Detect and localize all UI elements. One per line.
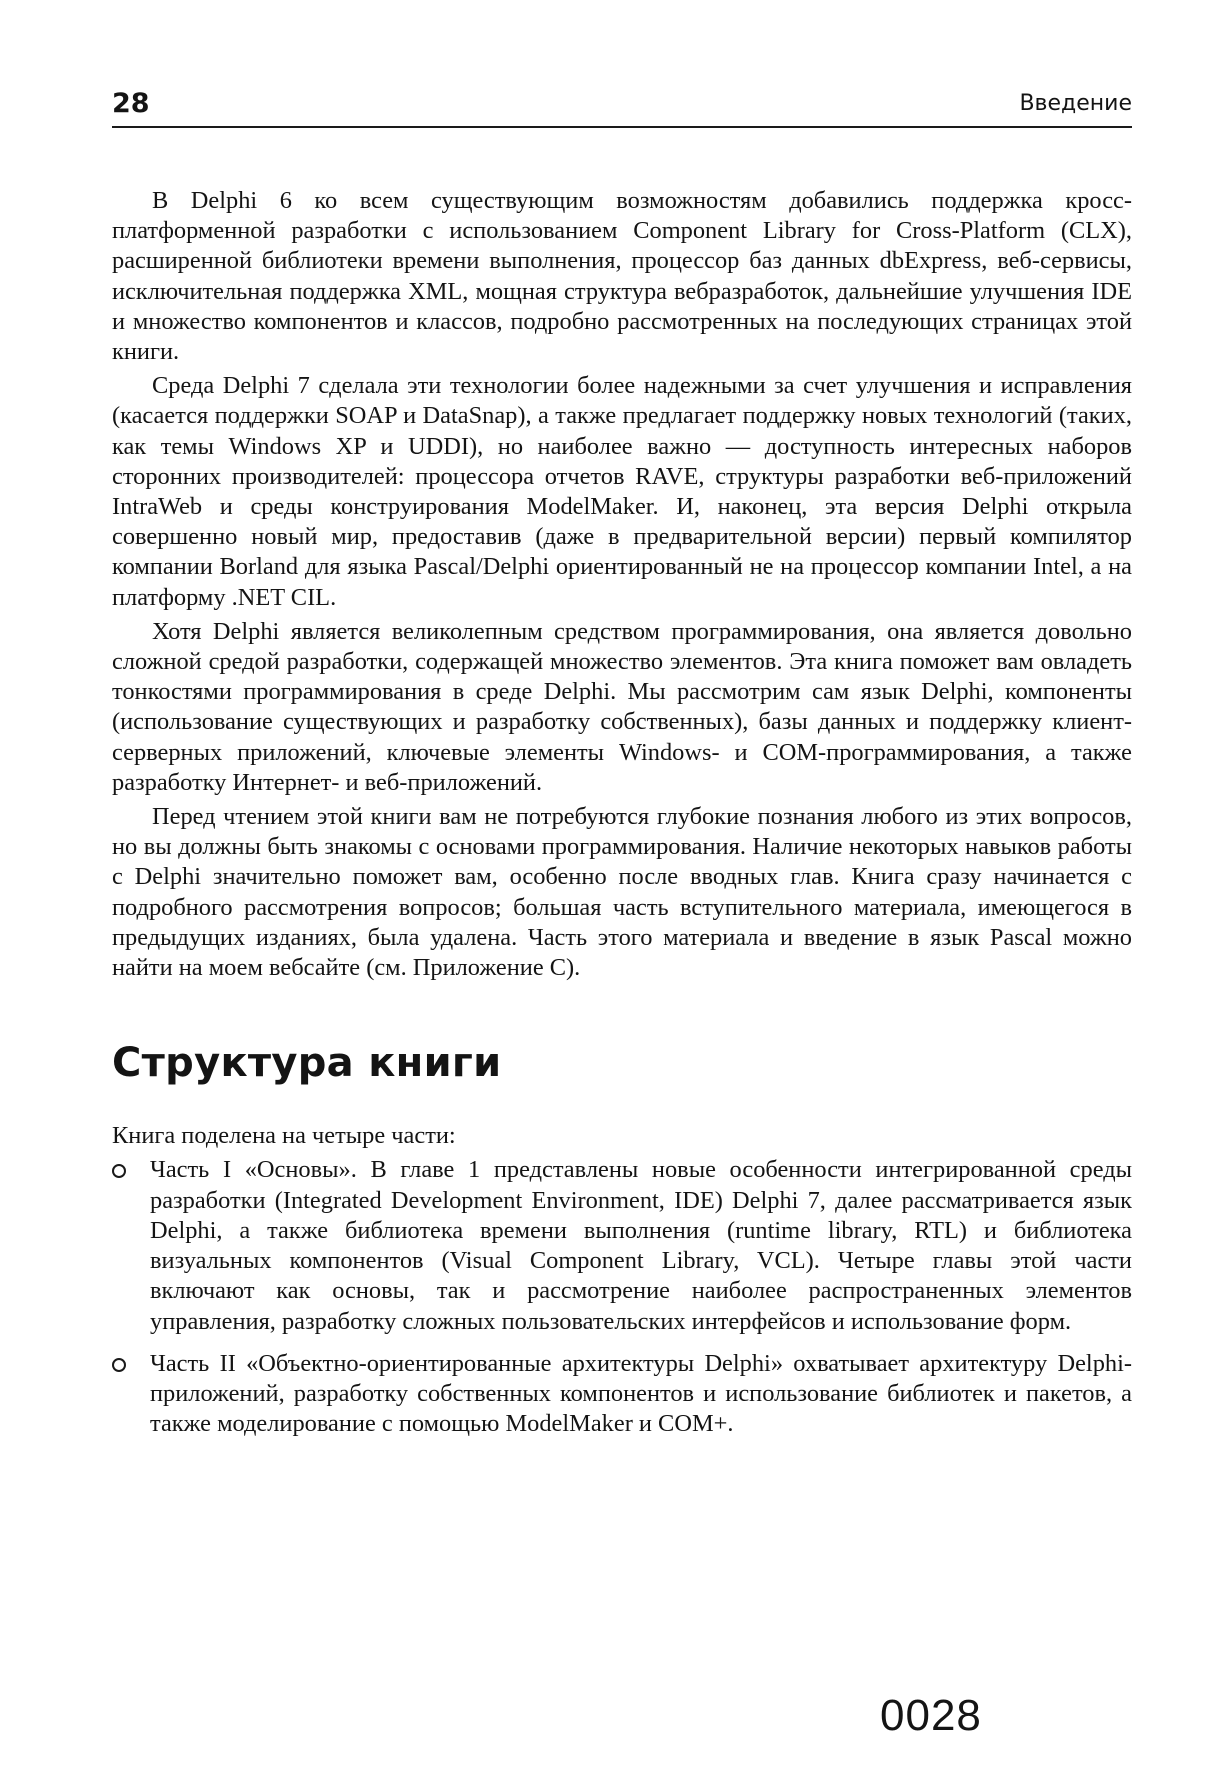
page-body bbox=[112, 186, 1132, 1451]
section-intro: Книга поделена на четыре части: bbox=[112, 1122, 456, 1150]
page-number: 28 bbox=[112, 88, 150, 119]
section-heading: Структура книги bbox=[112, 1040, 502, 1087]
paragraph: Перед чтением этой книги вам не потребуются глубокие познания любого из этих вопросов, но вы должны быть знакомы с основами программирования. Наличие некоторых навыков работы с Delphi значительно поможет вам, особенно после вводных глав. Книга сразу начинается с подробного рассмотрения вопросов; большая часть вступительного материала, имеющегося в предыдущих изданиях, была удалена. Часть этого материала и введение в язык Pascal можно найти на моем вебсайте (см. Приложение С). bbox=[112, 803, 1132, 982]
circle-bullet-icon bbox=[112, 1358, 126, 1372]
scan-page-stamp: 0028 bbox=[880, 1691, 982, 1740]
list-item bbox=[112, 1349, 1132, 1440]
list-item bbox=[112, 1155, 1132, 1336]
list-item-text: Часть II «Объектно-ориентированные архитектуры Delphi» охватывает архитектуру Delphi-приложений, разработку собственных компонентов и использование библиотек и пакетов, а также моделирование с помощью ModelMaker и COM+. bbox=[150, 1349, 1132, 1438]
running-section-title: Введение bbox=[1019, 91, 1132, 116]
list-item-text: Часть I «Основы». В главе 1 представлены новые особенности интегрированной среды разработки (Integrated Development Environment, IDE) Delphi 7, далее рассматривается язык Delphi, а также библиотека времени выполнения (runtime library, RTL) и библиотека визуальных компонентов (Visual Component Library, VCL). Четыре главы этой части включают как основы, так и рассмотрение наиболее распространенных элементов управления, разработку сложных пользовательских интерфейсов и использование форм. bbox=[150, 1156, 1132, 1335]
paragraph: Среда Delphi 7 сделала эти технологии более надежными за счет улучшения и исправления (касается поддержки SOAP и DataSnap), а также предлагает поддержку новых технологий (таких, как темы Windows XP и UDDI), но наиболее важно — доступность интересных наборов сторонних производителей: процессора отчетов RAVE, структуры разработки веб-приложений IntraWeb и среды конструирования ModelMaker. И, наконец, эта версия Delphi открыла совершенно новый мир, предоставив (даже в предварительной версии) первый компилятор компании Borland для языка Pascal/Delphi ориентированный не на процессор компании Intel, а на платформу .NET CIL. bbox=[112, 372, 1132, 611]
paragraph: В Delphi 6 ко всем существующим возможностям добавились поддержка кроссплатформенной разработки с использованием Component Library for Cross-Platform (CLX), расширенной библиотеки времени выполнения, процессор баз данных dbExpress, веб-сервисы, исключительная поддержка XML, мощная структура вебразработок, дальнейшие улучшения IDE и множество компонентов и классов, подробно рассмотренных на последующих страницах этой книги. bbox=[112, 187, 1132, 366]
book-parts-list bbox=[112, 1155, 1132, 1439]
running-header bbox=[112, 86, 1132, 128]
circle-bullet-icon bbox=[112, 1164, 126, 1178]
paragraph: Хотя Delphi является великолепным средством программирования, она является довольно сложной средой разработки, содержащей множество элементов. Эта книга поможет вам овладеть тонкостями программирования в среде Delphi. Мы рассмотрим сам язык Delphi, компоненты (использование существующих и разработку собственных), базы данных и поддержку клиент-серверных приложений, ключевые элементы Windows- и COM-программирования, а также разработку Интернет- и веб-приложений. bbox=[112, 617, 1132, 796]
